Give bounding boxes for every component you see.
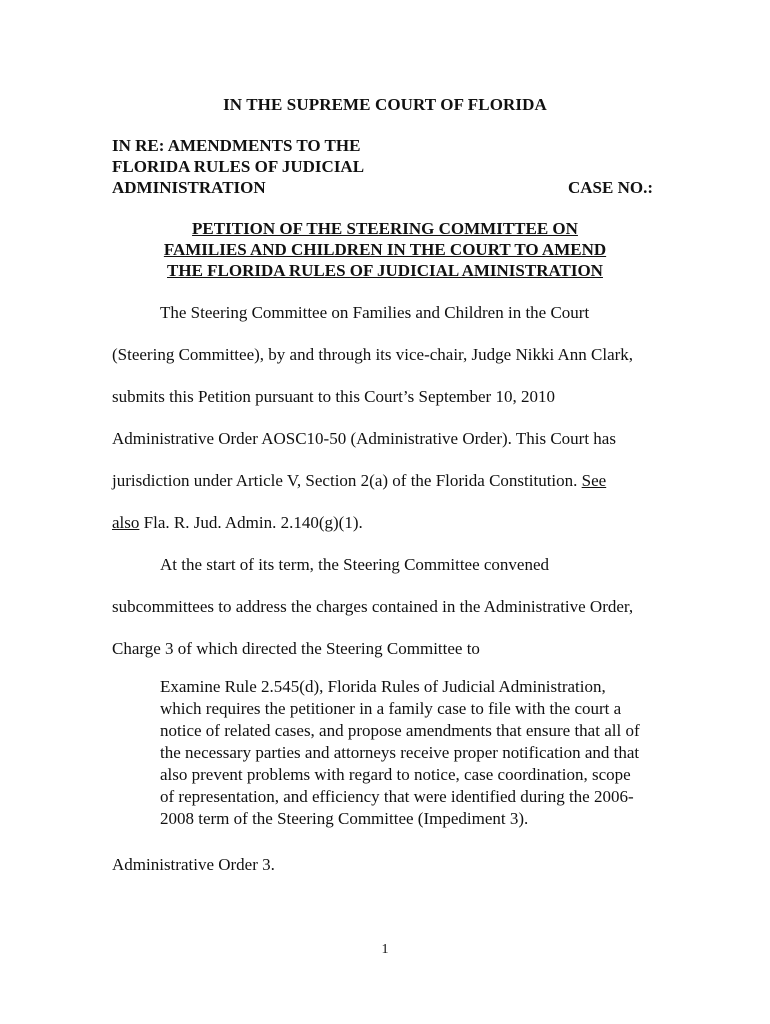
- caption-line: IN RE: AMENDMENTS TO THE: [112, 136, 361, 155]
- court-title: IN THE SUPREME COURT OF FLORIDA: [223, 95, 547, 114]
- block-quote-line: the necessary parties and attorneys receive proper notification and that: [160, 743, 640, 762]
- line-text: Fla. R. Jud. Admin. 2.140(g)(1).: [139, 513, 363, 532]
- block-quote-line: also prevent problems with regard to notice, case coordination, scope: [160, 765, 631, 784]
- block-quote-line: notice of related cases, and propose amendments that ensure that all of: [160, 721, 640, 740]
- case-number-label: CASE NO.:: [568, 178, 654, 197]
- paragraph-1-line: submits this Petition pursuant to this Court’s September 10, 2010: [112, 387, 555, 406]
- block-quote-line: of representation, and efficiency that were identified during the 2006-: [160, 787, 634, 806]
- paragraph-2-line: Charge 3 of which directed the Steering Committee to: [112, 639, 480, 658]
- citation: Administrative Order 3.: [112, 855, 275, 874]
- petition-title: [0, 218, 770, 281]
- paragraph-2-line: At the start of its term, the Steering Committee convened: [160, 555, 550, 574]
- page-number: 1: [381, 942, 389, 957]
- block-quote-line: Examine Rule 2.545(d), Florida Rules of Judicial Administration,: [160, 677, 606, 696]
- see-signal: See: [581, 471, 607, 490]
- block-quote: [160, 676, 660, 830]
- block-quote-line: which requires the petitioner in a family case to file with the court a: [160, 699, 622, 718]
- paragraph-1-line: (Steering Committee), by and through its vice-chair, Judge Nikki Ann Clark,: [112, 345, 634, 364]
- caption-line: FLORIDA RULES OF JUDICIAL: [112, 157, 365, 176]
- paragraph-1-line: [112, 513, 363, 533]
- line-text: jurisdiction under Article V, Section 2(a) of the Florida Constitution.: [112, 471, 582, 490]
- paragraph-1-line: The Steering Committee on Families and Children in the Court: [160, 303, 590, 322]
- paragraph-1-line: [112, 471, 606, 491]
- block-quote-line: 2008 term of the Steering Committee (Impediment 3).: [160, 809, 529, 828]
- petition-title-line: FAMILIES AND CHILDREN IN THE COURT TO AMEND: [163, 240, 607, 259]
- case-caption: [112, 135, 364, 198]
- caption-line: ADMINISTRATION: [112, 178, 266, 197]
- also-signal: also: [112, 513, 140, 532]
- paragraph-2-line: subcommittees to address the charges contained in the Administrative Order,: [112, 597, 634, 616]
- petition-title-line: PETITION OF THE STEERING COMMITTEE ON: [192, 219, 578, 238]
- paragraph-1-line: Administrative Order AOSC10-50 (Administrative Order). This Court has: [112, 429, 616, 448]
- petition-title-line: THE FLORIDA RULES OF JUDICIAL AMINISTRATION: [167, 261, 603, 280]
